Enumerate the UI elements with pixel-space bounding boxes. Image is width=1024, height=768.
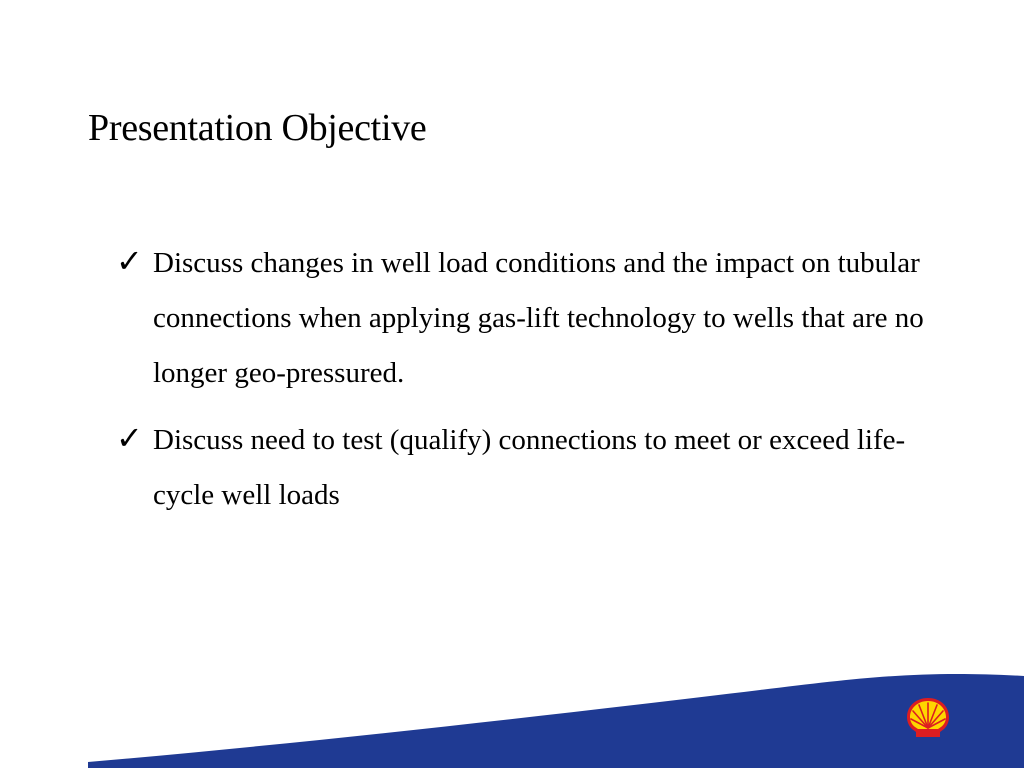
- bullet-text: Discuss changes in well load conditions and the impact on tubular connections when applying gas-lift technology to wells that are no longer geo-pressured.: [153, 247, 924, 389]
- slide-title: Presentation Objective: [88, 107, 427, 149]
- bullet-text: Discuss need to test (qualify) connections to meet or exceed life-cycle well loads: [153, 424, 906, 511]
- footer-wave-shape: [88, 674, 1024, 768]
- check-icon: ✓: [116, 419, 143, 457]
- shell-logo-icon: [904, 696, 952, 740]
- check-icon: ✓: [116, 242, 143, 280]
